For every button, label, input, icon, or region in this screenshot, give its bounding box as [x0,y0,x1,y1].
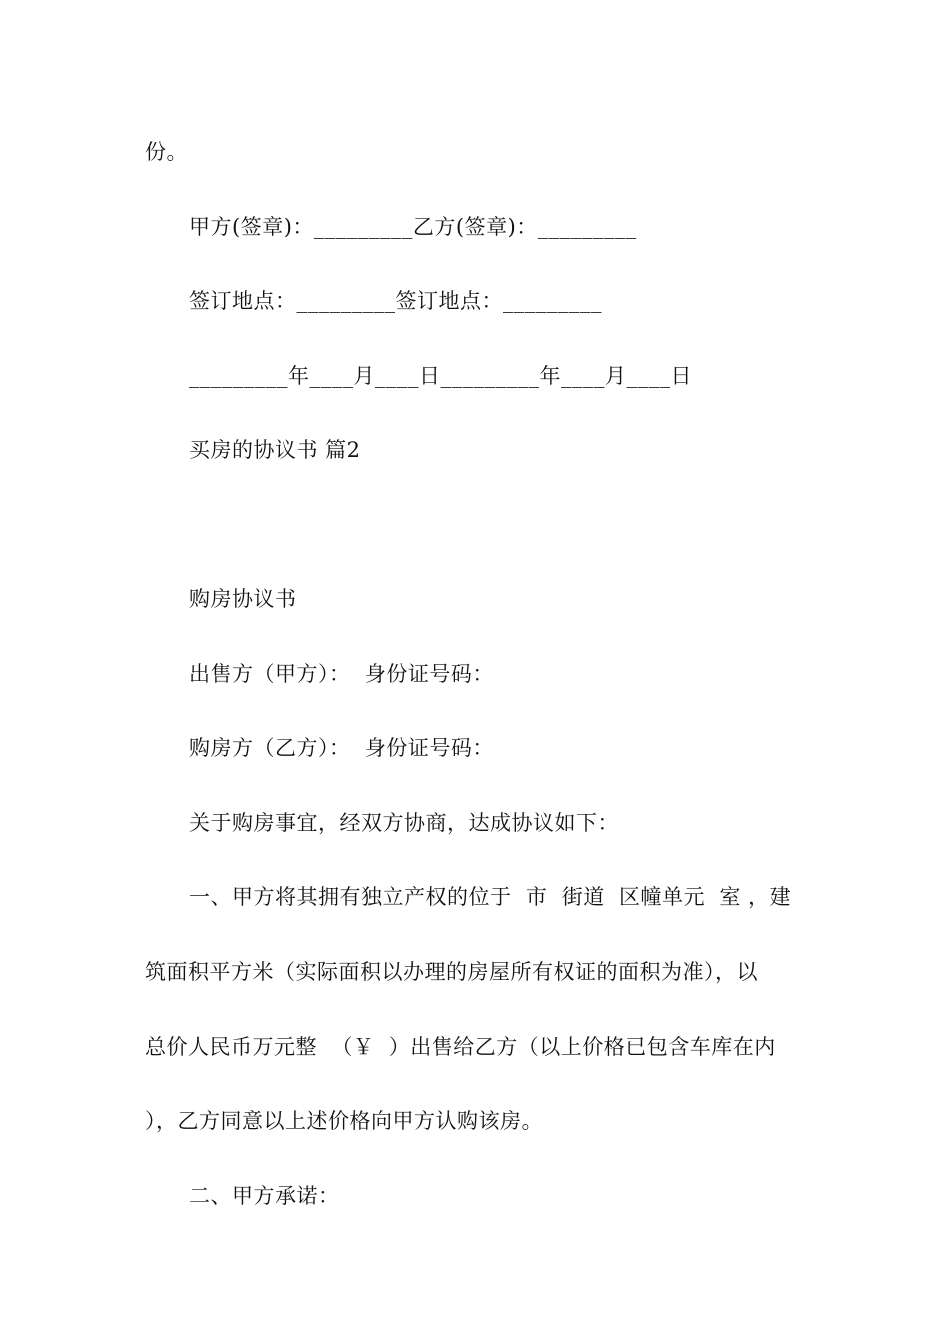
seller-line: 出售方（甲方）： 身份证号码： [189,662,494,686]
buyer-line: 购房方（乙方）： 身份证号码： [189,736,494,760]
paragraph-line: 份。 [145,140,188,164]
section-heading: 买房的协议书 篇2 [189,438,361,462]
paragraph-line: ），乙方同意以上述价格向甲方认购该房。 [145,1109,543,1133]
signing-place-line: 签订地点：_________签订地点：_________ [189,289,602,313]
document-title: 购房协议书 [189,587,297,611]
paragraph-line: 二、甲方承诺： [189,1184,340,1208]
signature-line: 甲方(签章)：_________乙方(签章)：_________ [189,215,637,239]
paragraph-line: 筑面积平方米（实际面积以办理的房屋所有权证的面积为准），以 [145,960,758,984]
paragraph-line: 一、甲方将其拥有独立产权的位于 市 街道 区幢单元 室 ，建 [189,885,792,909]
paragraph-line: 关于购房事宜，经双方协商，达成协议如下： [189,811,619,835]
date-line: _________年____月____日_________年____月____日 [189,364,692,388]
paragraph-line: 总价人民币万元整 （￥ ）出售给乙方（以上价格已包含车库在内 [145,1035,776,1059]
